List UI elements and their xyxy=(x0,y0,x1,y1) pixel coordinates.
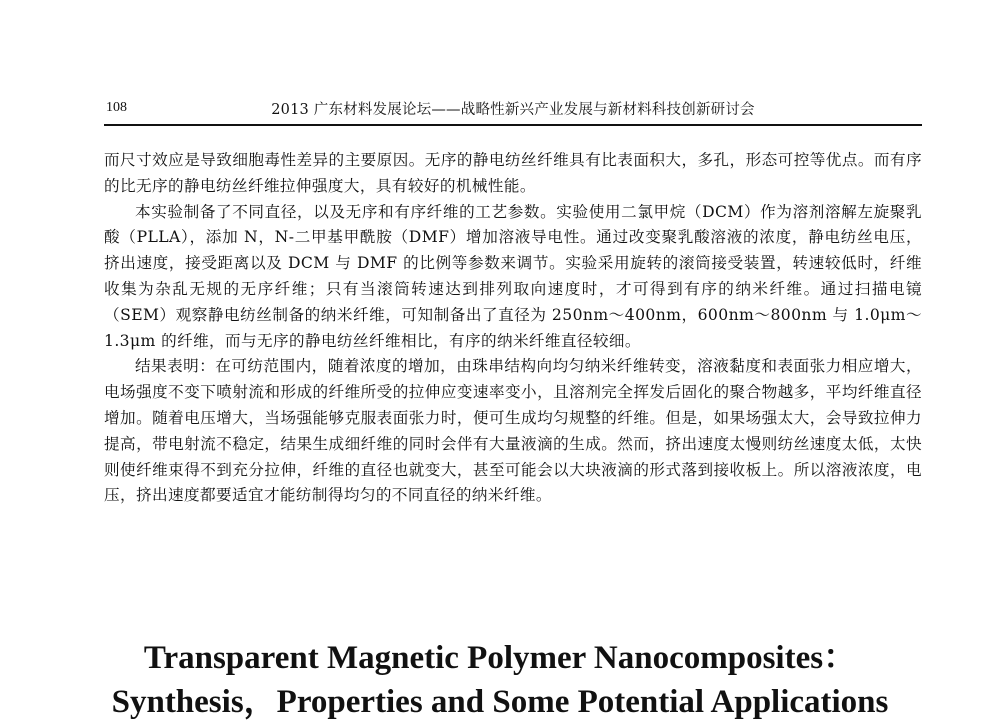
paragraph-results: 结果表明：在可纺范围内，随着浓度的增加，由珠串结构向均匀纳米纤维转变，溶液黏度和表面张力相应增大，电场强度不变下喷射流和形成的纤维所受的拉伸应变速率变小，且溶剂完全挥发后固化的聚合物越多，平均纤维直径增加。随着电压增大，当场强能够克服表面张力时，便可生成均匀规整的纤维。但是，如果场强太大，会导致拉伸力提高，带电射流不稳定，结果生成细纤维的同时会伴有大量液滴的生成。然而，挤出速度太慢则纺丝速度太低，太快则使纤维束得不到充分拉伸，纤维的直径也就变大，甚至可能会以大块液滴的形式落到接收板上。所以溶液浓度，电压，挤出速度都要适宜才能纺制得均匀的不同直径的纳米纤维。 xyxy=(104,357,922,505)
running-title: 2013 广东材料发展论坛——战略性新兴产业发展与新材料科技创新研讨会 xyxy=(271,102,755,118)
article-title-line-2: Synthesis，Properties and Some Potential Applications xyxy=(111,684,889,720)
paragraph-continuation: 而尺寸效应是导致细胞毒性差异的主要原因。无序的静电纺丝纤维具有比表面积大，多孔，形态可控等优点。而有序的比无序的静电纺丝纤维拉伸强度大，具有较好的机械性能。 xyxy=(104,151,922,195)
page-number: 108 xyxy=(106,100,127,115)
article-title xyxy=(0,636,1000,724)
paragraph-experiment: 本实验制备了不同直径，以及无序和有序纤维的工艺参数。实验使用二氯甲烷（DCM）作为溶剂溶解左旋聚乳酸（PLLA），添加 N，N-二甲基甲酰胺（DMF）增加溶液导电性。通过改变聚乳酸溶液的浓度，静电纺丝电压，挤出速度，接受距离以及 DCM 与 DMF 的比例等参数来调节。实验采用旋转的滚筒接受装置，转速较低时，纤维收集为杂乱无规的无序纤维；只有当滚筒转速达到排列取向速度时，才可得到有序的纳米纤维。通过扫描电镜（SEM）观察静电纺丝制备的纳米纤维，可知制备出了直径为 250nm～400nm，600nm～800nm 与 1.0μm～1.3μm 的纤维，而与无序的静电纺丝纤维相比，有序的纳米纤维直径较细。 xyxy=(104,202,922,350)
article-title-line-1: Transparent Magnetic Polymer Nanocomposites： xyxy=(143,640,857,676)
header-rule xyxy=(104,124,922,126)
page-header xyxy=(104,98,922,126)
body-text xyxy=(104,148,922,509)
